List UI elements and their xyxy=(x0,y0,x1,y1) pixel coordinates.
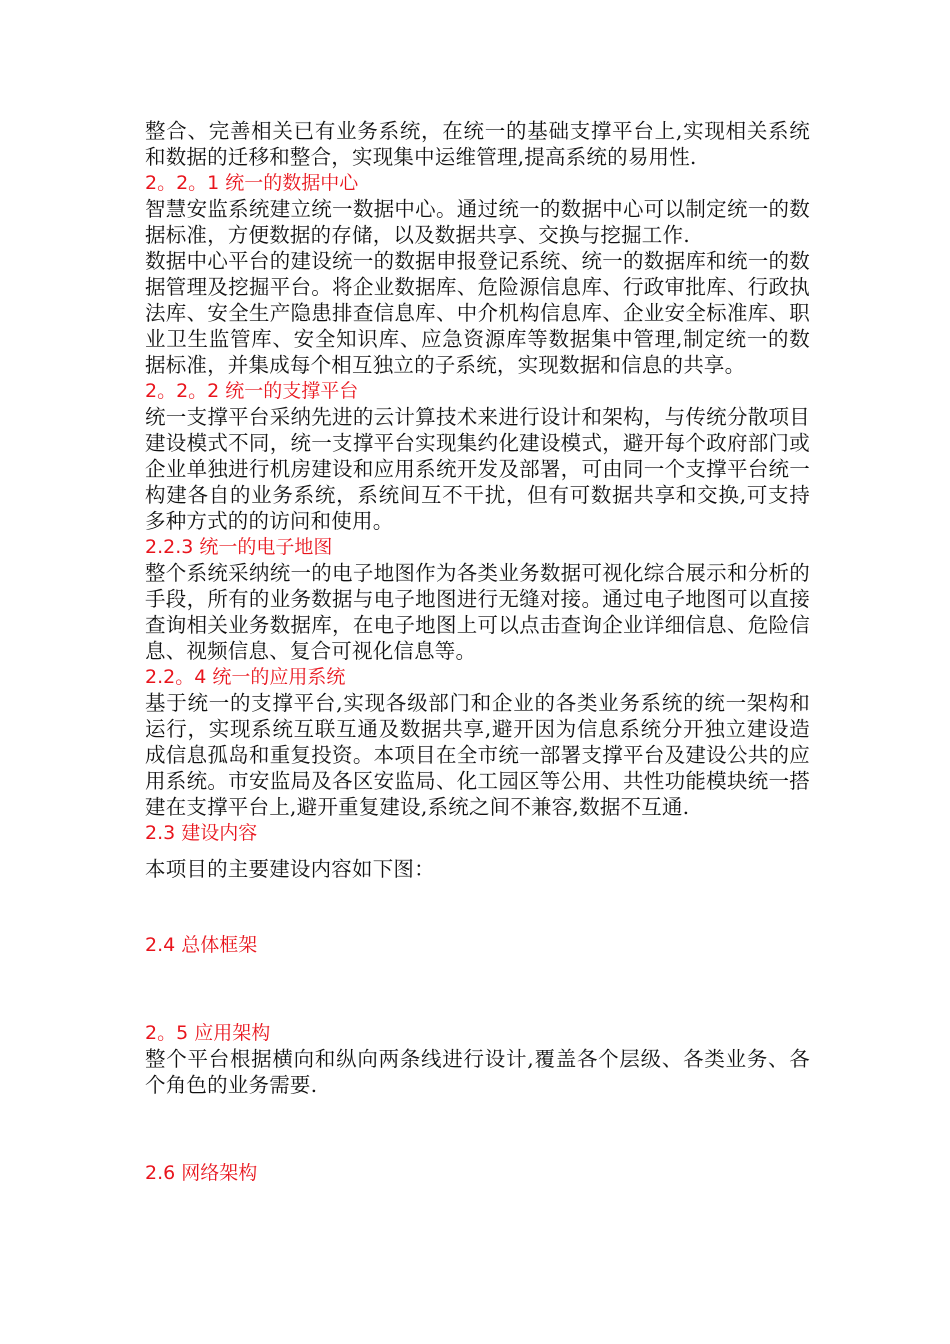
spacer xyxy=(145,846,810,856)
section-heading: 2。2。2 统一的支撑平台 xyxy=(145,380,359,402)
spacer xyxy=(145,958,810,1020)
body-paragraph: 整个平台根据横向和纵向两条线进行设计,覆盖各个层级、各类业务、各个角色的业务需要. xyxy=(145,1047,810,1097)
section-heading: 2。5 应用架构 xyxy=(145,1022,271,1044)
section-heading: 2.2.3 统一的电子地图 xyxy=(145,536,333,558)
spacer xyxy=(145,882,810,932)
body-paragraph: 整合、完善相关已有业务系统，在统一的基础支撑平台上,实现相关系统和数据的迁移和整合，实现集中运维管理,提高系统的易用性. xyxy=(145,119,810,169)
body-paragraph: 数据中心平台的建设统一的数据申报登记系统、统一的数据库和统一的数据管理及挖掘平台。将企业数据库、危险源信息库、行政审批库、行政执法库、安全生产隐患排查信息库、中介机构信息库、企业安全标准库、职业卫生监管库、安全知识库、应急资源库等数据集中管理,制定统一的数据标准，并集成每个相互独立的子系统，实现数据和信息的共享。 xyxy=(145,249,810,377)
section-heading: 2。2。1 统一的数据中心 xyxy=(145,172,359,194)
document-page xyxy=(145,118,810,1186)
body-paragraph: 智慧安监系统建立统一数据中心。通过统一的数据中心可以制定统一的数据标准，方便数据的存储，以及数据共享、交换与挖掘工作. xyxy=(145,197,810,247)
section-heading: 2.4 总体框架 xyxy=(145,934,258,956)
section-heading: 2.3 建设内容 xyxy=(145,822,258,844)
body-paragraph: 基于统一的支撑平台,实现各级部门和企业的各类业务系统的统一架构和运行，实现系统互联互通及数据共享,避开因为信息系统分开独立建设造成信息孤岛和重复投资。本项目在全市统一部署支撑平台及建设公共的应用系统。市安监局及各区安监局、化工园区等公用、共性功能模块统一搭建在支撑平台上,避开重复建设,系统之间不兼容,数据不互通. xyxy=(145,691,810,819)
body-paragraph: 整个系统采纳统一的电子地图作为各类业务数据可视化综合展示和分析的手段，所有的业务数据与电子地图进行无缝对接。通过电子地图可以直接查询相关业务数据库，在电子地图上可以点击查询企业详细信息、危险信息、视频信息、复合可视化信息等。 xyxy=(145,561,810,663)
section-heading: 2.6 网络架构 xyxy=(145,1162,258,1184)
section-heading: 2.2。4 统一的应用系统 xyxy=(145,666,346,688)
body-paragraph: 统一支撑平台采纳先进的云计算技术来进行设计和架构，与传统分散项目建设模式不同，统一支撑平台实现集约化建设模式，避开每个政府部门或企业单独进行机房建设和应用系统开发及部署，可由同一个支撑平台统一构建各自的业务系统，系统间互不干扰，但有可数据共享和交换,可支持多种方式的的访问和使用。 xyxy=(145,405,810,533)
spacer xyxy=(145,1098,810,1160)
body-paragraph: 本项目的主要建设内容如下图： xyxy=(145,857,435,881)
